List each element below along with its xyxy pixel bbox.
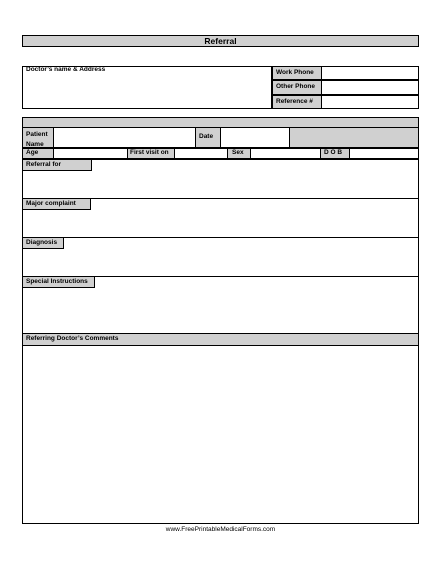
dob-field[interactable]: [349, 148, 419, 159]
work-phone-field[interactable]: [321, 66, 419, 80]
patient-name-label: Patient Name: [26, 131, 48, 148]
reference-field[interactable]: [321, 95, 419, 109]
doctor-name-address-label: Doctor’s name & Address: [26, 66, 106, 73]
major-complaint-label: Major complaint: [22, 198, 91, 210]
date-label: Date: [199, 133, 214, 140]
comments-header: Referring Doctor’s Comments: [22, 333, 419, 346]
dob-label: D O B: [324, 149, 343, 156]
first-visit-label: First visit on: [130, 149, 169, 156]
first-visit-field[interactable]: [174, 148, 228, 159]
age-label: Age: [26, 149, 39, 156]
sex-label: Sex: [232, 149, 244, 156]
referral-for-label: Referral for: [22, 159, 92, 171]
age-field[interactable]: [53, 148, 128, 159]
diagnosis-box[interactable]: [22, 237, 419, 277]
other-phone-label: Other Phone: [272, 80, 322, 95]
comments-box[interactable]: [22, 345, 419, 524]
work-phone-label: Work Phone: [272, 66, 322, 80]
special-instructions-label: Special Instructions: [22, 276, 95, 288]
form-title: Referral: [204, 36, 237, 46]
patient-name-field[interactable]: [53, 127, 196, 148]
diagnosis-label: Diagnosis: [22, 237, 64, 249]
sex-field[interactable]: [250, 148, 321, 159]
footer-url: www.FreePrintableMedicalForms.com: [165, 526, 276, 533]
reference-label: Reference #: [272, 95, 322, 109]
form-title-bar: [22, 35, 419, 47]
other-phone-field[interactable]: [321, 80, 419, 95]
date-field[interactable]: [220, 127, 290, 148]
